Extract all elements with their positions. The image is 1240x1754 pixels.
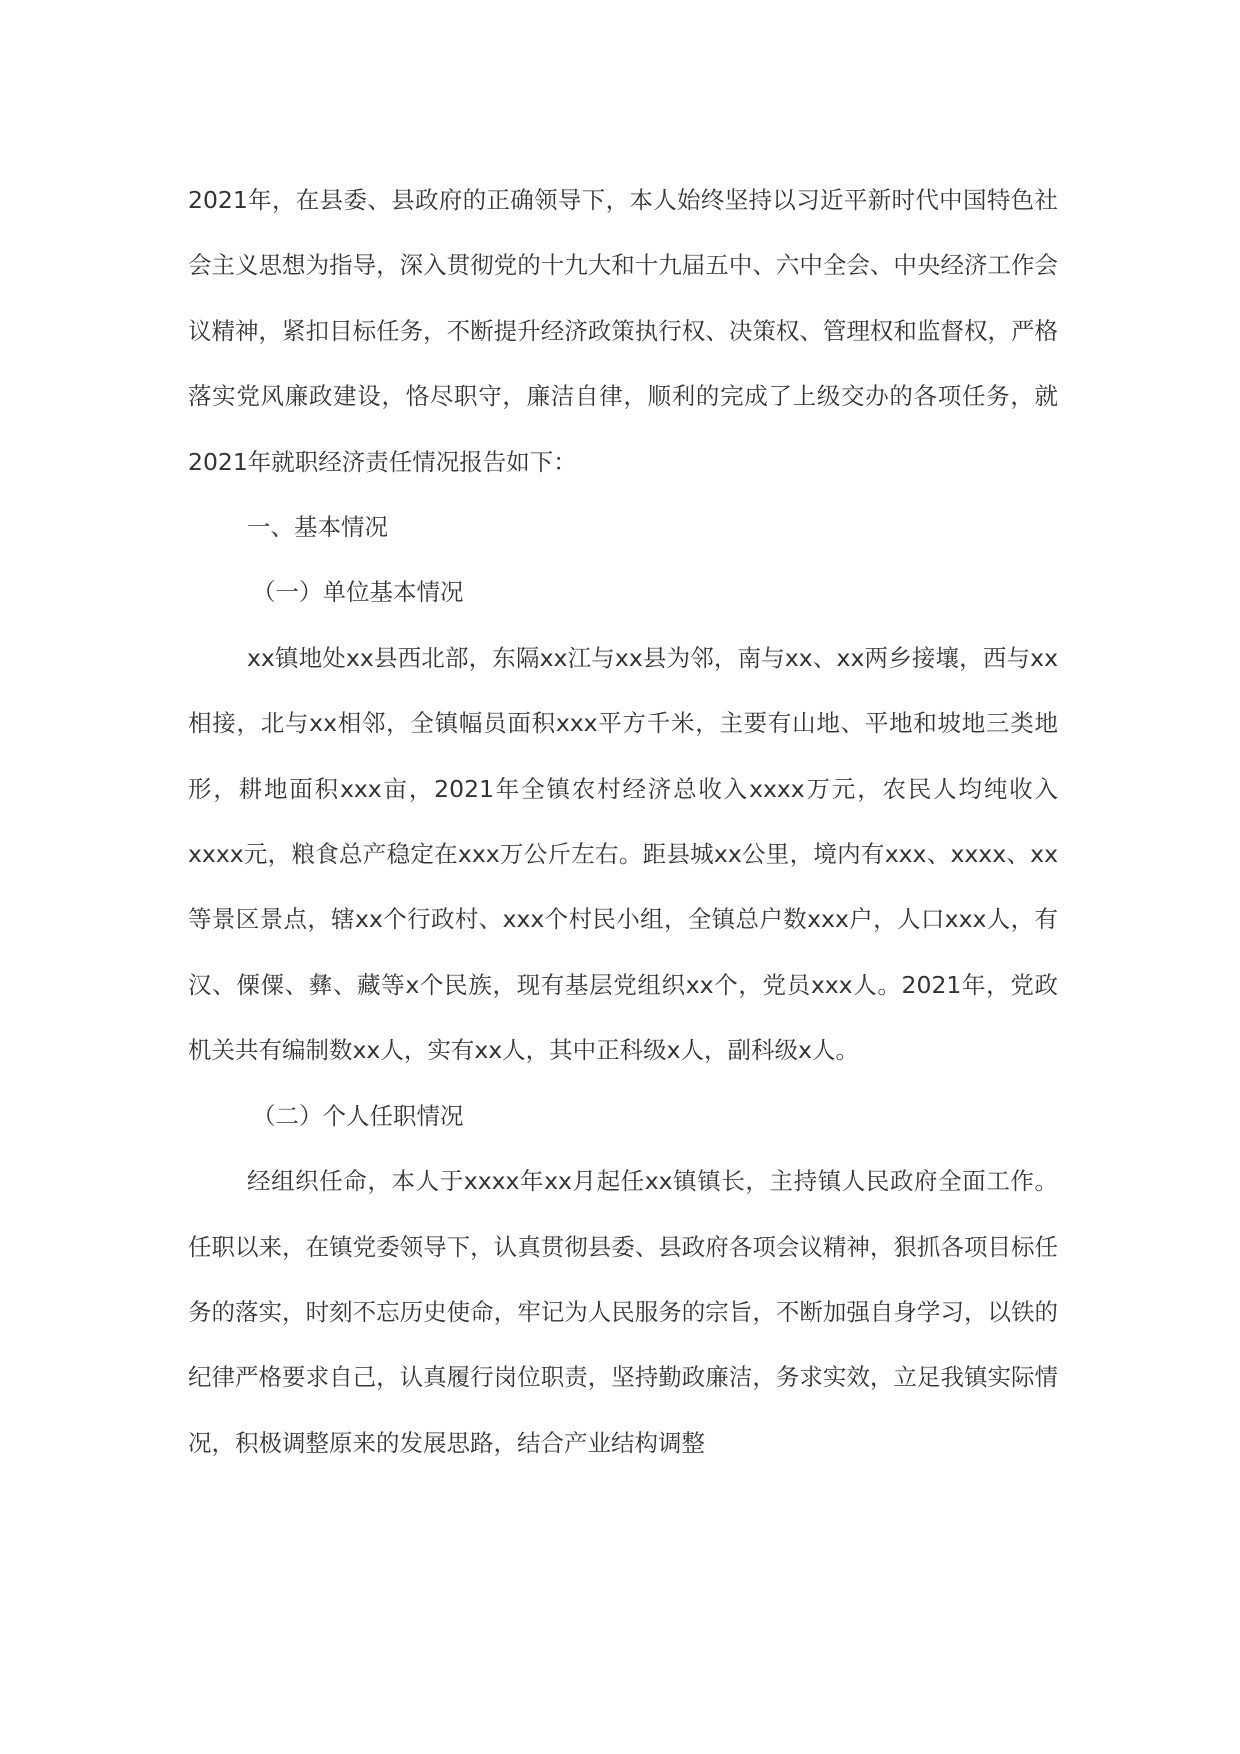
unit-info-paragraph: xx镇地处xx县西北部，东隔xx江与xx县为邻，南与xx、xx两乡接壤，西与xx相接，北与xx相邻，全镇幅员面积xxx平方千米，主要有山地、平地和坡地三类地形，耕地面积xxx亩，2021年全镇农村经济总收入xxxx万元，农民人均纯收入xxxx元，粮食总产稳定在xxx万公斤左右。距县城xx公里，境内有xxx、xxxx、xx等景区景点，辖xx个行政村、xxx个村民小组，全镇总户数xxx户，人口xxx人，有汉、傈僳、彝、藏等x个民族，现有基层党组织xx个，党员xxx人。2021年，党政机关共有编制数xx人，实有xx人，其中正科级x人，副科级x人。 [188,643,1058,1065]
personal-info-paragraph: 经组织任命，本人于xxxx年xx月起任xx镇镇长，主持镇人民政府全面工作。任职以来，在镇党委领导下，认真贯彻县委、县政府各项会议精神，狠抓各项目标任务的落实，时刻不忘历史使命，牢记为人民服务的宗旨，不断加强自身学习，以铁的纪律严格要求自己，认真履行岗位职责，坚持勤政廉洁，务求实效，立足我镇实际情况，积极调整原来的发展思路，结合产业结构调整 [188,1167,1058,1457]
section-heading-basic-info: 一、基本情况 [247,513,388,542]
subsection-heading-unit-info: （一）单位基本情况 [252,578,464,607]
subsection-heading-personal-info: （二）个人任职情况 [252,1101,464,1130]
document-body [188,168,1058,1476]
intro-paragraph: 2021年，在县委、县政府的正确领导下，本人始终坚持以习近平新时代中国特色社会主义思想为指导，深入贯彻党的十九大和十九届五中、六中全会、中央经济工作会议精神，紧扣目标任务，不断提升经济政策执行权、决策权、管理权和监督权，严格落实党风廉政建设，恪尽职守，廉洁自律，顺利的完成了上级交办的各项任务，就2021年就职经济责任情况报告如下： [188,186,1058,476]
